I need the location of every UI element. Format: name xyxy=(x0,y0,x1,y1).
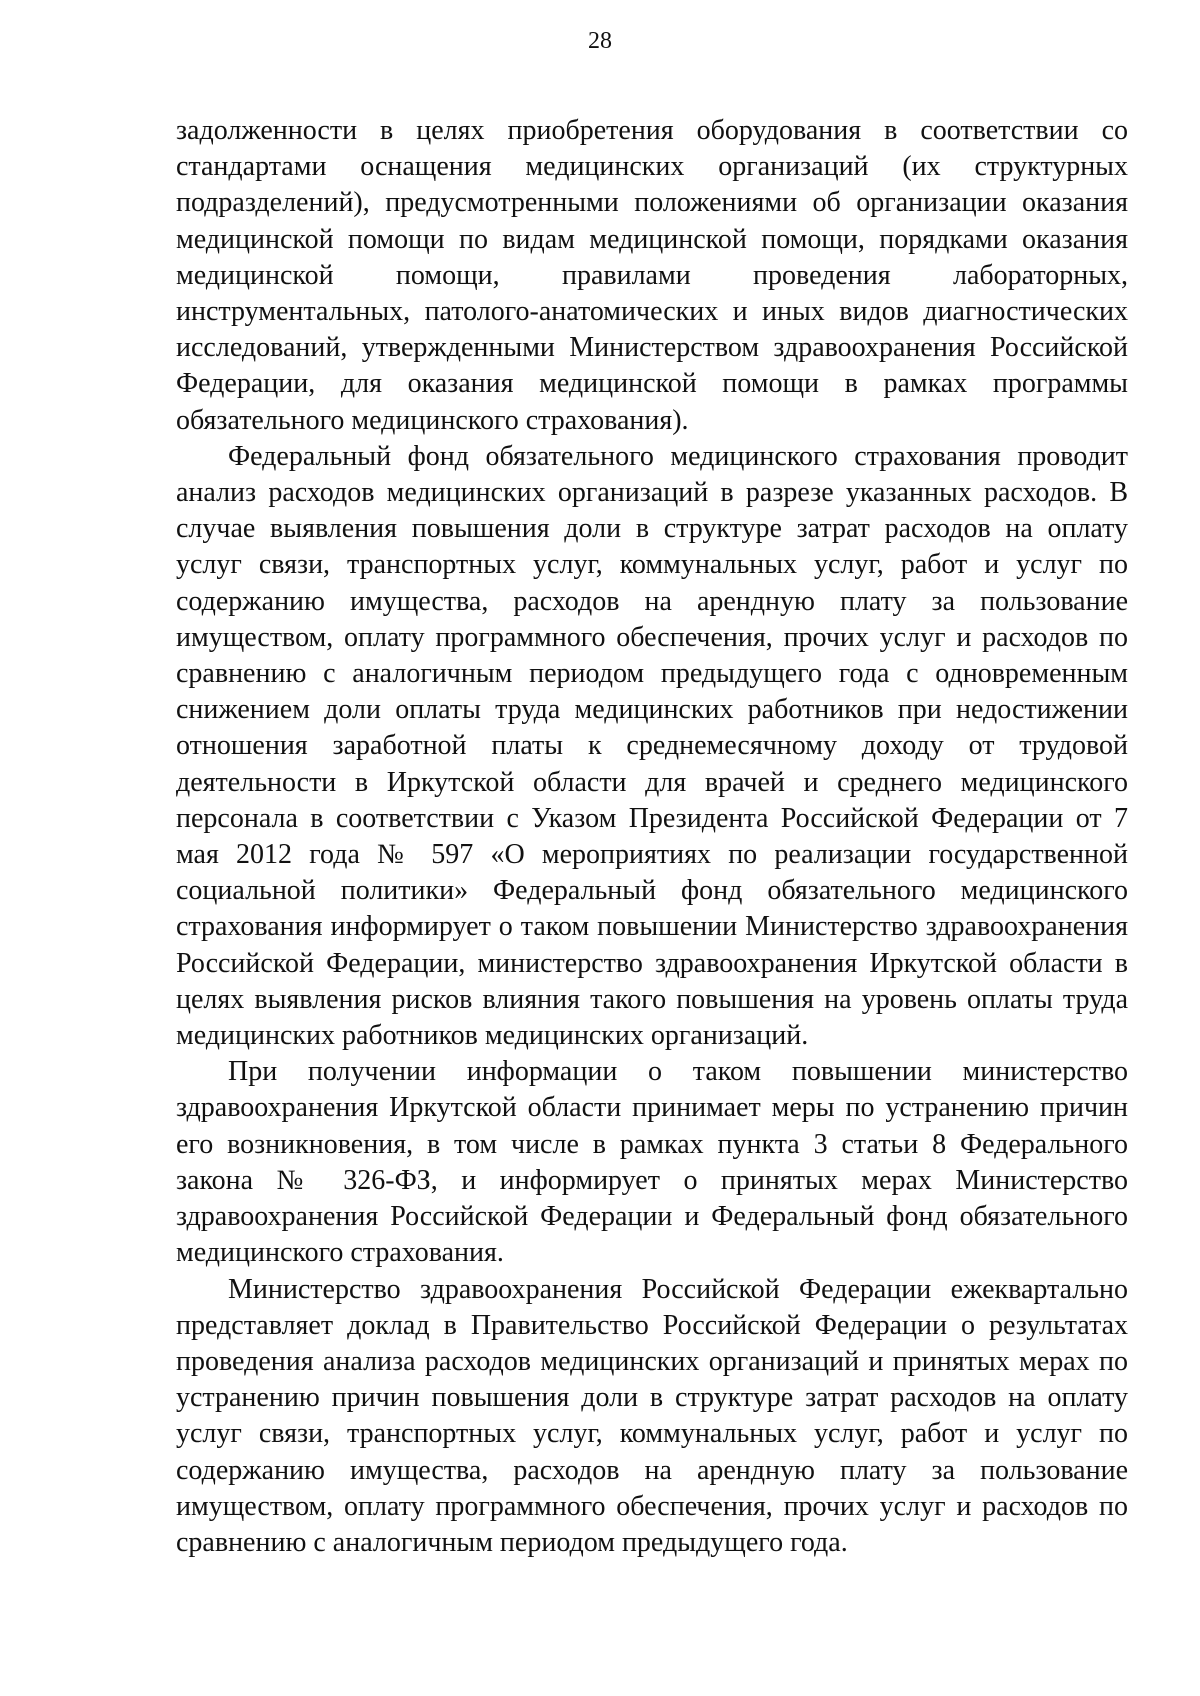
paragraph-regional-measures: При получении информации о таком повышении министерство здравоохранения Иркутской области принимает меры по устранению причин его возникновения, в том числе в рамках пункта 3 статьи 8 Федерального закона № 326-ФЗ, и информирует о принятых мерах Министерство здравоохранения Российской Федерации и Федеральный фонд обязательного медицинского страхования. xyxy=(176,1056,1128,1269)
page-number: 28 xyxy=(588,28,612,54)
document-body xyxy=(176,113,1128,1561)
paragraph-quarterly-report: Министерство здравоохранения Российской Федерации ежеквартально представляет доклад в Правительство Российской Федерации о результатах проведения анализа расходов медицинских организаций и принятых мерах по устранению причин повышения доли в структуре затрат расходов на оплату услуг связи, транспортных услуг, коммунальных услуг, работ и услуг по содержанию имущества, расходов на арендную плату за пользование имуществом, оплату программного обеспечения, прочих услуг и расходов по сравнению с аналогичным периодом предыдущего года. xyxy=(176,1273,1128,1558)
paragraph-ffoms-analysis: Федеральный фонд обязательного медицинского страхования проводит анализ расходов медицинских организаций в разрезе указанных расходов. В случае выявления повышения доли в структуре затрат расходов на оплату услуг связи, транспортных услуг, коммунальных услуг, работ и услуг по содержанию имущества, расходов на арендную плату за пользование имуществом, оплату программного обеспечения, прочих услуг и расходов по сравнению с аналогичным периодом предыдущего года с одновременным снижением доли оплаты труда медицинских работников при недостижении отношения заработной платы к среднемесячному доходу от трудовой деятельности в Иркутской области для врачей и среднего медицинского персонала в соответствии с Указом Президента Российской Федерации от 7 мая 2012 года № 597 «О мероприятиях по реализации государственной социальной политики» Федеральный фонд обязательного медицинского страхования информирует о таком повышении Министерство здравоохранения Российской Федерации, министерство здравоохранения Иркутской области в целях выявления рисков влияния такого повышения на уровень оплаты труда медицинских работников медицинских организаций. xyxy=(176,440,1128,1052)
paragraph-continuation: задолженности в целях приобретения оборудования в соответствии со стандартами оснащения медицинских организаций (их структурных подразделений), предусмотренными положениями об организации оказания медицинской помощи по видам медицинской помощи, порядками оказания медицинской помощи, правилами проведения лабораторных, инструментальных, патолого-анатомических и иных видов диагностических исследований, утвержденными Министерством здравоохранения Российской Федерации, для оказания медицинской помощи в рамках программы обязательного медицинского страхования). xyxy=(176,115,1128,436)
